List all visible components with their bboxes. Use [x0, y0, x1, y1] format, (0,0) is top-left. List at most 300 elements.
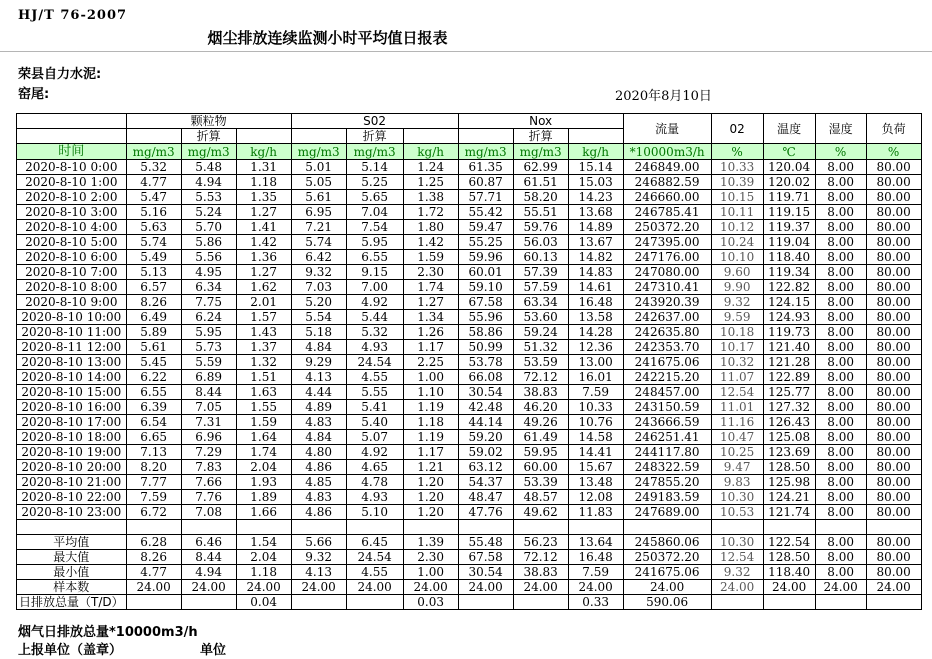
value-cell: 250372.20: [623, 220, 711, 235]
header-divider: [0, 51, 932, 52]
value-cell: 13.48: [568, 475, 623, 490]
value-cell: 61.49: [513, 430, 568, 445]
value-cell: 5.18: [291, 325, 346, 340]
table-row: [17, 430, 922, 445]
value-cell: 1.37: [236, 340, 291, 355]
value-cell: 8.00: [815, 415, 866, 430]
value-cell: 8.00: [815, 265, 866, 280]
value-cell: 24.54: [346, 355, 403, 370]
value-cell: 72.12: [513, 370, 568, 385]
value-cell: 15.14: [568, 160, 623, 175]
value-cell: 1.25: [403, 175, 458, 190]
value-cell: 122.54: [763, 535, 815, 550]
value-cell: 9.83: [711, 475, 763, 490]
value-cell: 7.59: [126, 490, 181, 505]
value-cell: 2.30: [403, 265, 458, 280]
value-cell: [126, 595, 181, 610]
value-cell: 8.44: [181, 385, 236, 400]
value-cell: [458, 520, 513, 535]
value-cell: 6.49: [126, 310, 181, 325]
row-label-cell: 2020-8-10 18:00: [17, 430, 127, 445]
value-cell: 13.68: [568, 205, 623, 220]
value-cell: 1.24: [403, 160, 458, 175]
value-cell: 42.48: [458, 400, 513, 415]
value-cell: 4.77: [126, 565, 181, 580]
value-cell: 124.15: [763, 295, 815, 310]
row-label-cell: 2020-8-10 16:00: [17, 400, 127, 415]
value-cell: 59.02: [458, 445, 513, 460]
row-label-cell: 日排放总量（T/D）: [17, 595, 127, 610]
table-body: [17, 160, 922, 610]
table-row: [17, 160, 922, 175]
value-cell: 5.05: [291, 175, 346, 190]
value-cell: 10.25: [711, 445, 763, 460]
header-row-groups: [17, 114, 922, 129]
value-cell: 59.95: [513, 445, 568, 460]
value-cell: 30.54: [458, 565, 513, 580]
value-cell: 1.43: [236, 325, 291, 340]
value-cell: 8.00: [815, 475, 866, 490]
value-cell: 80.00: [866, 190, 921, 205]
value-cell: 5.32: [346, 325, 403, 340]
value-cell: 24.00: [346, 580, 403, 595]
summary-row: [17, 550, 922, 565]
table-row: [17, 295, 922, 310]
value-cell: 1.17: [403, 340, 458, 355]
value-cell: [815, 595, 866, 610]
value-cell: 119.37: [763, 220, 815, 235]
unit-cell: kg/h: [236, 144, 291, 160]
value-cell: 48.47: [458, 490, 513, 505]
table-row: [17, 355, 922, 370]
value-cell: 4.83: [291, 490, 346, 505]
value-cell: 4.77: [126, 175, 181, 190]
summary-row: [17, 595, 922, 610]
value-cell: 59.76: [513, 220, 568, 235]
value-cell: 118.40: [763, 250, 815, 265]
unit-cell: kg/h: [568, 144, 623, 160]
value-cell: 5.65: [346, 190, 403, 205]
value-cell: 0.03: [403, 595, 458, 610]
value-cell: 128.50: [763, 550, 815, 565]
value-cell: 1.35: [236, 190, 291, 205]
value-cell: 11.07: [711, 370, 763, 385]
value-cell: 38.83: [513, 565, 568, 580]
value-cell: 5.73: [181, 340, 236, 355]
value-cell: 53.59: [513, 355, 568, 370]
value-cell: 60.00: [513, 460, 568, 475]
value-cell: 5.13: [126, 265, 181, 280]
header-empty: [458, 129, 513, 144]
value-cell: 9.32: [291, 265, 346, 280]
value-cell: 4.80: [291, 445, 346, 460]
value-cell: 249183.59: [623, 490, 711, 505]
value-cell: 58.20: [513, 190, 568, 205]
value-cell: 6.39: [126, 400, 181, 415]
value-cell: 119.15: [763, 205, 815, 220]
value-cell: 5.55: [346, 385, 403, 400]
row-label-cell: 2020-8-10 9:00: [17, 295, 127, 310]
value-cell: 2.30: [403, 550, 458, 565]
value-cell: 4.84: [291, 340, 346, 355]
unit-label: 单位: [200, 643, 227, 658]
unit-cell: mg/m3: [513, 144, 568, 160]
value-cell: 80.00: [866, 400, 921, 415]
value-cell: 16.48: [568, 295, 623, 310]
value-cell: 1.89: [236, 490, 291, 505]
row-label-cell: 2020-8-10 20:00: [17, 460, 127, 475]
value-cell: 10.47: [711, 430, 763, 445]
value-cell: 24.00: [866, 580, 921, 595]
value-cell: [866, 595, 921, 610]
value-cell: 5.45: [126, 355, 181, 370]
value-cell: 13.64: [568, 535, 623, 550]
value-cell: 50.99: [458, 340, 513, 355]
value-cell: 1.57: [236, 310, 291, 325]
table-row: [17, 505, 922, 520]
value-cell: 7.77: [126, 475, 181, 490]
value-cell: 80.00: [866, 235, 921, 250]
value-cell: 4.83: [291, 415, 346, 430]
value-cell: 8.00: [815, 340, 866, 355]
value-cell: 1.54: [236, 535, 291, 550]
value-cell: 6.89: [181, 370, 236, 385]
value-cell: 248457.00: [623, 385, 711, 400]
value-cell: 7.00: [346, 280, 403, 295]
value-cell: 8.44: [181, 550, 236, 565]
value-cell: 5.89: [126, 325, 181, 340]
value-cell: 9.29: [291, 355, 346, 370]
value-cell: 243920.39: [623, 295, 711, 310]
value-cell: 5.14: [346, 160, 403, 175]
table-row: [17, 220, 922, 235]
value-cell: 243150.59: [623, 400, 711, 415]
header-load: 负荷: [866, 114, 921, 144]
flue-gas-total-note: 烟气日排放总量*10000m3/h: [18, 625, 198, 640]
value-cell: 24.00: [403, 580, 458, 595]
company-name: 荣县自力水泥:: [18, 67, 102, 82]
value-cell: 10.10: [711, 250, 763, 265]
value-cell: 10.33: [711, 160, 763, 175]
value-cell: 5.86: [181, 235, 236, 250]
value-cell: 14.83: [568, 265, 623, 280]
report-table: [16, 113, 922, 610]
value-cell: 7.31: [181, 415, 236, 430]
value-cell: 5.66: [291, 535, 346, 550]
value-cell: 1.00: [403, 370, 458, 385]
value-cell: 72.12: [513, 550, 568, 565]
value-cell: 14.41: [568, 445, 623, 460]
value-cell: 80.00: [866, 280, 921, 295]
table-row: [17, 400, 922, 415]
report-unit-label: 上报单位（盖章）: [18, 643, 123, 658]
value-cell: [763, 595, 815, 610]
value-cell: 1.72: [403, 205, 458, 220]
value-cell: 4.94: [181, 175, 236, 190]
value-cell: 6.42: [291, 250, 346, 265]
value-cell: 123.69: [763, 445, 815, 460]
value-cell: 5.44: [346, 310, 403, 325]
unit-cell: *10000m3/h: [623, 144, 711, 160]
value-cell: 1.20: [403, 475, 458, 490]
value-cell: [181, 520, 236, 535]
value-cell: [291, 520, 346, 535]
value-cell: 10.12: [711, 220, 763, 235]
value-cell: 7.54: [346, 220, 403, 235]
value-cell: [623, 520, 711, 535]
value-cell: 6.45: [346, 535, 403, 550]
unit-cell: mg/m3: [458, 144, 513, 160]
value-cell: 4.86: [291, 505, 346, 520]
value-cell: 1.31: [236, 160, 291, 175]
value-cell: 6.46: [181, 535, 236, 550]
value-cell: 14.58: [568, 430, 623, 445]
row-label-cell: 2020-8-10 4:00: [17, 220, 127, 235]
value-cell: 122.89: [763, 370, 815, 385]
row-label-cell: 2020-8-11 12:00: [17, 340, 127, 355]
unit-cell: mg/m3: [346, 144, 403, 160]
value-cell: 1.51: [236, 370, 291, 385]
value-cell: 4.55: [346, 370, 403, 385]
value-cell: 6.57: [126, 280, 181, 295]
row-label-cell: 2020-8-10 6:00: [17, 250, 127, 265]
row-label-cell: 2020-8-10 21:00: [17, 475, 127, 490]
value-cell: [513, 595, 568, 610]
value-cell: 242353.70: [623, 340, 711, 355]
value-cell: 121.74: [763, 505, 815, 520]
value-cell: 5.56: [181, 250, 236, 265]
header-time: 时间: [17, 144, 127, 160]
value-cell: [513, 520, 568, 535]
value-cell: 241675.06: [623, 355, 711, 370]
header-empty: [403, 129, 458, 144]
value-cell: 24.00: [763, 580, 815, 595]
value-cell: 6.24: [181, 310, 236, 325]
value-cell: 1.64: [236, 430, 291, 445]
value-cell: 244117.80: [623, 445, 711, 460]
value-cell: 5.95: [346, 235, 403, 250]
header-empty: [126, 129, 181, 144]
value-cell: 246785.41: [623, 205, 711, 220]
value-cell: 0.33: [568, 595, 623, 610]
value-cell: [763, 520, 815, 535]
value-cell: 80.00: [866, 385, 921, 400]
value-cell: 125.08: [763, 430, 815, 445]
value-cell: 125.98: [763, 475, 815, 490]
value-cell: 8.00: [815, 430, 866, 445]
value-cell: 8.00: [815, 460, 866, 475]
value-cell: 51.32: [513, 340, 568, 355]
value-cell: 8.00: [815, 550, 866, 565]
value-cell: 14.82: [568, 250, 623, 265]
row-label-cell: 2020-8-10 11:00: [17, 325, 127, 340]
row-label-cell: 2020-8-10 15:00: [17, 385, 127, 400]
value-cell: 15.67: [568, 460, 623, 475]
header-nox-converted: 折算: [513, 129, 568, 144]
value-cell: 60.87: [458, 175, 513, 190]
value-cell: 80.00: [866, 310, 921, 325]
value-cell: 55.48: [458, 535, 513, 550]
summary-row: [17, 535, 922, 550]
value-cell: 1.59: [403, 250, 458, 265]
value-cell: 54.37: [458, 475, 513, 490]
value-cell: 4.55: [346, 565, 403, 580]
value-cell: 1.17: [403, 445, 458, 460]
table-row: [17, 235, 922, 250]
row-label-cell: 2020-8-10 19:00: [17, 445, 127, 460]
row-label-cell: 2020-8-10 3:00: [17, 205, 127, 220]
row-label-cell: 2020-8-10 8:00: [17, 280, 127, 295]
value-cell: 7.21: [291, 220, 346, 235]
value-cell: 242637.00: [623, 310, 711, 325]
value-cell: 8.00: [815, 370, 866, 385]
value-cell: 14.61: [568, 280, 623, 295]
value-cell: 47.76: [458, 505, 513, 520]
value-cell: 80.00: [866, 505, 921, 520]
table-row: [17, 175, 922, 190]
header-empty: [568, 129, 623, 144]
value-cell: [458, 595, 513, 610]
table-row: [17, 490, 922, 505]
value-cell: 243666.59: [623, 415, 711, 430]
unit-cell: mg/m3: [126, 144, 181, 160]
report-date: 2020年8月10日: [615, 89, 712, 104]
value-cell: 7.29: [181, 445, 236, 460]
value-cell: 242635.80: [623, 325, 711, 340]
row-label-cell: 2020-8-10 5:00: [17, 235, 127, 250]
value-cell: 5.95: [181, 325, 236, 340]
value-cell: 80.00: [866, 550, 921, 565]
row-label-cell: [17, 520, 127, 535]
value-cell: 67.58: [458, 550, 513, 565]
value-cell: 24.00: [623, 580, 711, 595]
value-cell: 4.85: [291, 475, 346, 490]
table-row: [17, 310, 922, 325]
value-cell: 120.04: [763, 160, 815, 175]
value-cell: 10.32: [711, 355, 763, 370]
value-cell: 80.00: [866, 490, 921, 505]
value-cell: 247855.20: [623, 475, 711, 490]
value-cell: 6.72: [126, 505, 181, 520]
value-cell: 1.20: [403, 490, 458, 505]
value-cell: 246251.41: [623, 430, 711, 445]
value-cell: 67.58: [458, 295, 513, 310]
table-row: [17, 475, 922, 490]
value-cell: 121.28: [763, 355, 815, 370]
value-cell: 8.00: [815, 160, 866, 175]
value-cell: 4.13: [291, 565, 346, 580]
value-cell: 6.65: [126, 430, 181, 445]
value-cell: 7.08: [181, 505, 236, 520]
value-cell: 7.75: [181, 295, 236, 310]
value-cell: 80.00: [866, 415, 921, 430]
value-cell: 4.93: [346, 490, 403, 505]
header-o2: 02: [711, 114, 763, 144]
value-cell: 4.93: [346, 340, 403, 355]
value-cell: 55.42: [458, 205, 513, 220]
value-cell: 1.26: [403, 325, 458, 340]
row-label-cell: 2020-8-10 1:00: [17, 175, 127, 190]
spacer-row: [17, 520, 922, 535]
value-cell: 9.47: [711, 460, 763, 475]
value-cell: [346, 595, 403, 610]
value-cell: 14.23: [568, 190, 623, 205]
value-cell: 80.00: [866, 340, 921, 355]
value-cell: 6.28: [126, 535, 181, 550]
value-cell: 24.00: [568, 580, 623, 595]
value-cell: 55.96: [458, 310, 513, 325]
value-cell: 10.15: [711, 190, 763, 205]
summary-row: [17, 565, 922, 580]
value-cell: 119.34: [763, 265, 815, 280]
row-label-cell: 2020-8-10 10:00: [17, 310, 127, 325]
value-cell: 38.83: [513, 385, 568, 400]
header-empty: [291, 129, 346, 144]
value-cell: 2.25: [403, 355, 458, 370]
header-so2: S02: [291, 114, 458, 129]
value-cell: 4.86: [291, 460, 346, 475]
value-cell: 80.00: [866, 460, 921, 475]
value-cell: 6.54: [126, 415, 181, 430]
value-cell: 1.34: [403, 310, 458, 325]
table-row: [17, 415, 922, 430]
value-cell: 56.23: [513, 535, 568, 550]
unit-cell: %: [866, 144, 921, 160]
value-cell: 61.35: [458, 160, 513, 175]
value-cell: 1.27: [403, 295, 458, 310]
value-cell: 5.48: [181, 160, 236, 175]
value-cell: [815, 520, 866, 535]
table-row: [17, 460, 922, 475]
value-cell: 5.59: [181, 355, 236, 370]
value-cell: 10.30: [711, 490, 763, 505]
value-cell: 5.16: [126, 205, 181, 220]
value-cell: 8.00: [815, 445, 866, 460]
value-cell: 24.00: [291, 580, 346, 595]
table-row: [17, 325, 922, 340]
value-cell: 8.20: [126, 460, 181, 475]
value-cell: 59.20: [458, 430, 513, 445]
value-cell: 14.28: [568, 325, 623, 340]
value-cell: 4.13: [291, 370, 346, 385]
value-cell: 55.51: [513, 205, 568, 220]
row-label-cell: 2020-8-10 23:00: [17, 505, 127, 520]
value-cell: 24.00: [181, 580, 236, 595]
value-cell: 4.65: [346, 460, 403, 475]
value-cell: 118.40: [763, 565, 815, 580]
value-cell: 24.00: [236, 580, 291, 595]
value-cell: 5.20: [291, 295, 346, 310]
value-cell: 5.74: [291, 235, 346, 250]
value-cell: 24.00: [458, 580, 513, 595]
value-cell: 247176.00: [623, 250, 711, 265]
value-cell: 245860.06: [623, 535, 711, 550]
value-cell: 8.00: [815, 295, 866, 310]
value-cell: 6.22: [126, 370, 181, 385]
value-cell: 10.30: [711, 535, 763, 550]
value-cell: 1.27: [236, 205, 291, 220]
summary-row: [17, 580, 922, 595]
value-cell: 120.02: [763, 175, 815, 190]
value-cell: 1.27: [236, 265, 291, 280]
value-cell: 80.00: [866, 265, 921, 280]
value-cell: 247395.00: [623, 235, 711, 250]
value-cell: 9.32: [711, 565, 763, 580]
value-cell: 1.18: [236, 175, 291, 190]
value-cell: 7.66: [181, 475, 236, 490]
value-cell: 246882.59: [623, 175, 711, 190]
value-cell: 8.00: [815, 250, 866, 265]
